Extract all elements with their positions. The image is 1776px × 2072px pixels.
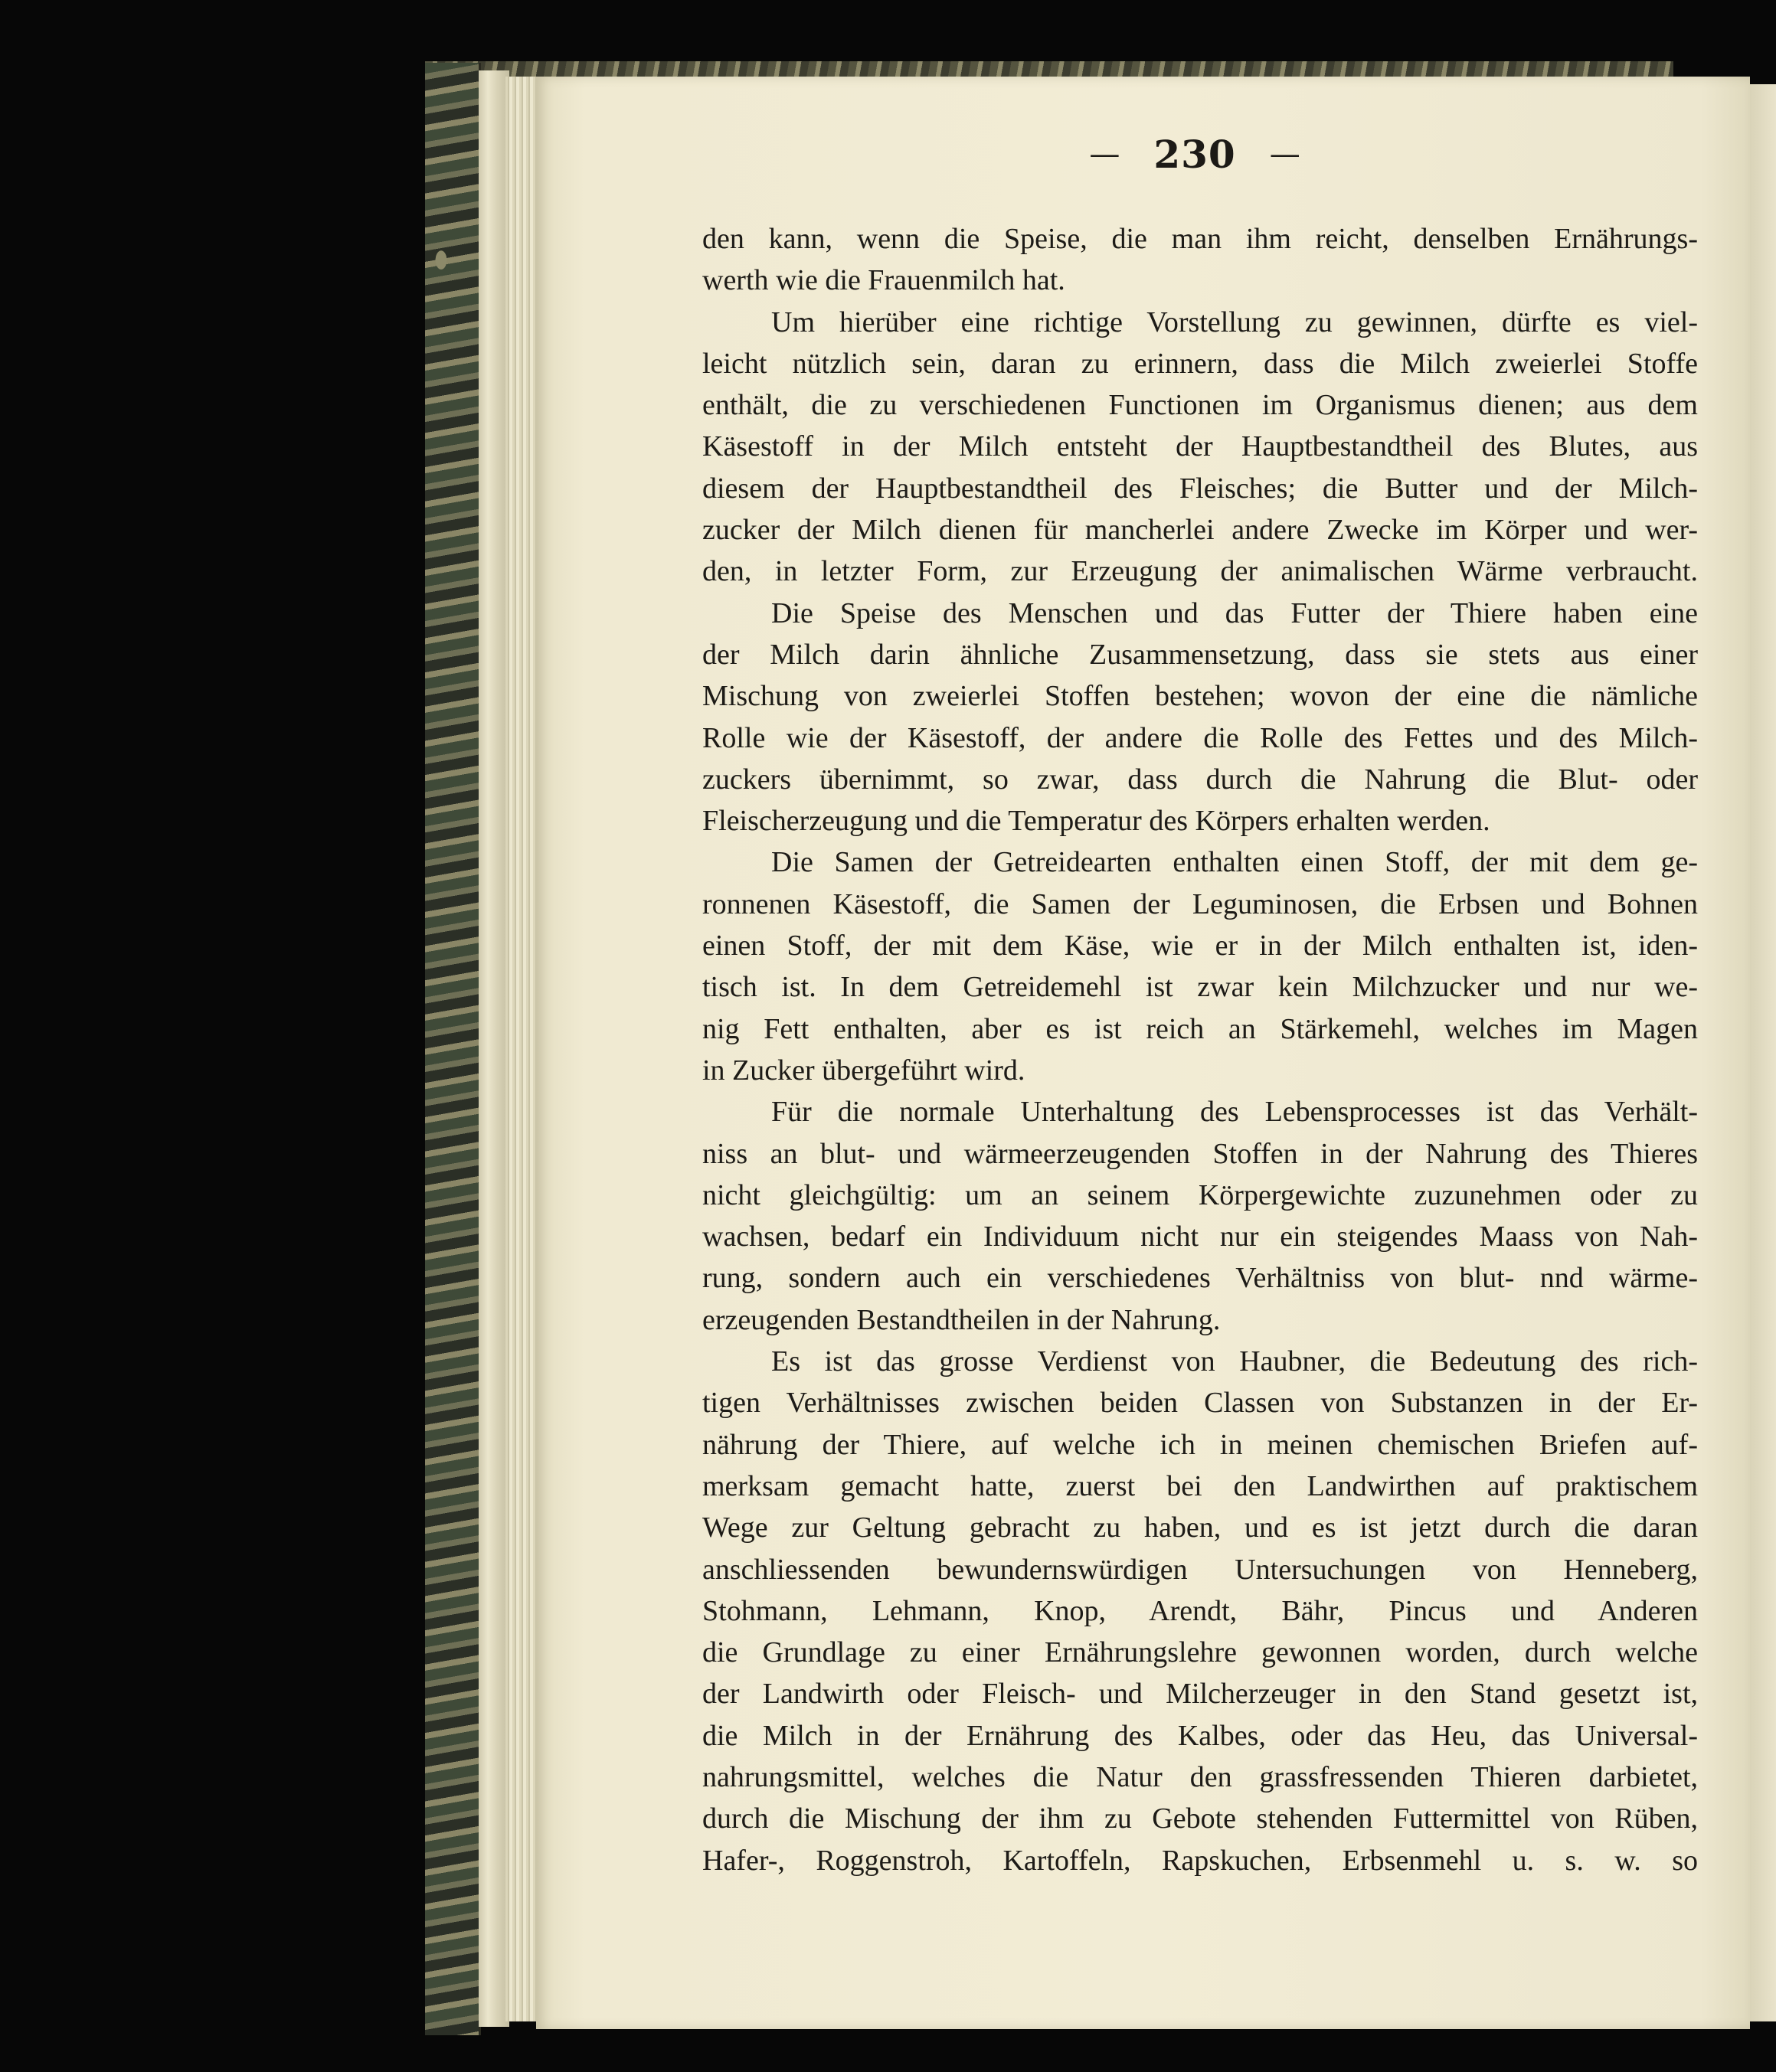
text-line: tisch ist. In dem Getreidemehl ist zwar kein Milchzucker und nur we- [702,971,1698,1004]
text-line: ronnenen Käsestoff, die Samen der Leguminosen, die Erbsen und Bohnen [702,887,1698,920]
page-header [1057,132,1333,193]
page-number: 230 [1153,132,1236,177]
text-line: der Milch darin ähnliche Zusammensetzung, dass sie stets aus einer [702,638,1698,671]
text-line: Um hierüber eine richtige Vorstellung zu gewinnen, dürfte es viel- [771,306,1698,338]
text-line: niss an blut- und wärmeerzeugenden Stoffen in der Nahrung des Thieres [702,1137,1698,1170]
body-text [702,218,1698,1881]
marbled-cover [425,63,481,2035]
text-line: tigen Verhältnisses zwischen beiden Classen von Substanzen in der Er- [702,1387,1698,1420]
text-line: merksam gemacht hatte, zuerst bei den Landwirthen auf praktischem [702,1469,1698,1502]
text-line: nicht gleichgültig: um an seinem Körpergewichte zuzunehmen oder zu [702,1178,1698,1211]
text-line: enthält, die zu verschiedenen Functionen im Organismus dienen; aus dem [702,389,1698,422]
text-line: diesem der Hauptbestandtheil des Fleisches; die Butter und der Milch- [702,472,1698,505]
text-line: Es ist das grosse Verdienst von Haubner, die Bedeutung des rich- [771,1345,1698,1378]
text-line: Wege zur Geltung gebracht zu haben, und es ist jetzt durch die daran [702,1512,1698,1544]
page-right-edge [1750,84,1776,2021]
text-line: den kann, wenn die Speise, die man ihm reicht, denselben Ernährungs- [702,223,1698,255]
text-line: die Grundlage zu einer Ernährungslehre gewonnen worden, durch welche [702,1636,1698,1669]
text-line: Käsestoff in der Milch entsteht der Hauptbestandtheil des Blutes, aus [702,430,1698,463]
text-line: rung, sondern auch ein verschiedenes Verhältniss von blut- nnd wärme- [702,1262,1698,1295]
text-line: Die Samen der Getreidearten enthalten einen Stoff, der mit dem ge- [771,846,1698,879]
text-line: anschliessenden bewundernswürdigen Untersuchungen von Henneberg, [702,1553,1698,1586]
text-line: Fleischerzeugung und die Temperatur des Körpers erhalten werden. [702,805,1490,838]
text-line: Mischung von zweierlei Stoffen bestehen; wovon der eine die nämliche [702,680,1698,713]
text-line: nahrungsmittel, welches die Natur den grassfressenden Thieren darbietet, [702,1760,1698,1793]
header-dash-right: — [1269,136,1300,172]
text-line: der Landwirth oder Fleisch- und Milcherzeuger in den Stand gesetzt ist, [702,1678,1698,1711]
text-line: die Milch in der Ernährung des Kalbes, oder das Heu, das Universal- [702,1719,1698,1752]
text-line: erzeugenden Bestandtheilen in der Nahrung. [702,1303,1221,1336]
text-line: werth wie die Frauenmilch hat. [702,264,1065,297]
text-line: Stohmann, Lehmann, Knop, Arendt, Bähr, Pincus und Anderen [702,1594,1698,1627]
text-line: Rolle wie der Käsestoff, der andere die Rolle des Fettes und des Milch- [702,721,1698,754]
text-line: nährung der Thiere, auf welche ich in meinen chemischen Briefen auf- [702,1428,1698,1461]
text-line: Für die normale Unterhaltung des Lebensprocesses ist das Verhält- [771,1096,1698,1129]
text-line: Hafer-, Roggenstroh, Kartoffeln, Rapskuchen, Erbsenmehl u. s. w. so [702,1844,1698,1877]
text-line: in Zucker übergeführt wird. [702,1054,1025,1087]
text-line: den, in letzter Form, zur Erzeugung der animalischen Wärme verbraucht. [702,555,1698,588]
text-line: zucker der Milch dienen für mancherlei andere Zwecke im Körper und wer- [702,514,1698,547]
text-line: durch die Mischung der ihm zu Gebote stehenden Futtermittel von Rüben, [702,1802,1698,1835]
text-line: leicht nützlich sein, daran zu erinnern, dass die Milch zweierlei Stoffe [702,347,1698,380]
text-line: wachsen, bedarf ein Individuum nicht nur ein steigendes Maass von Nah- [702,1221,1698,1253]
cover-paper-edge [479,70,509,2027]
header-dash-left: — [1089,136,1120,172]
text-line: einen Stoff, der mit dem Käse, wie er in der Milch enthalten ist, iden- [702,930,1698,962]
text-line: zuckers übernimmt, so zwar, dass durch die Nahrung die Blut- oder [702,763,1698,796]
text-line: Die Speise des Menschen und das Futter der Thiere haben eine [771,596,1698,629]
text-line: nig Fett enthalten, aber es ist reich an Stärkemehl, welches im Magen [702,1012,1698,1045]
